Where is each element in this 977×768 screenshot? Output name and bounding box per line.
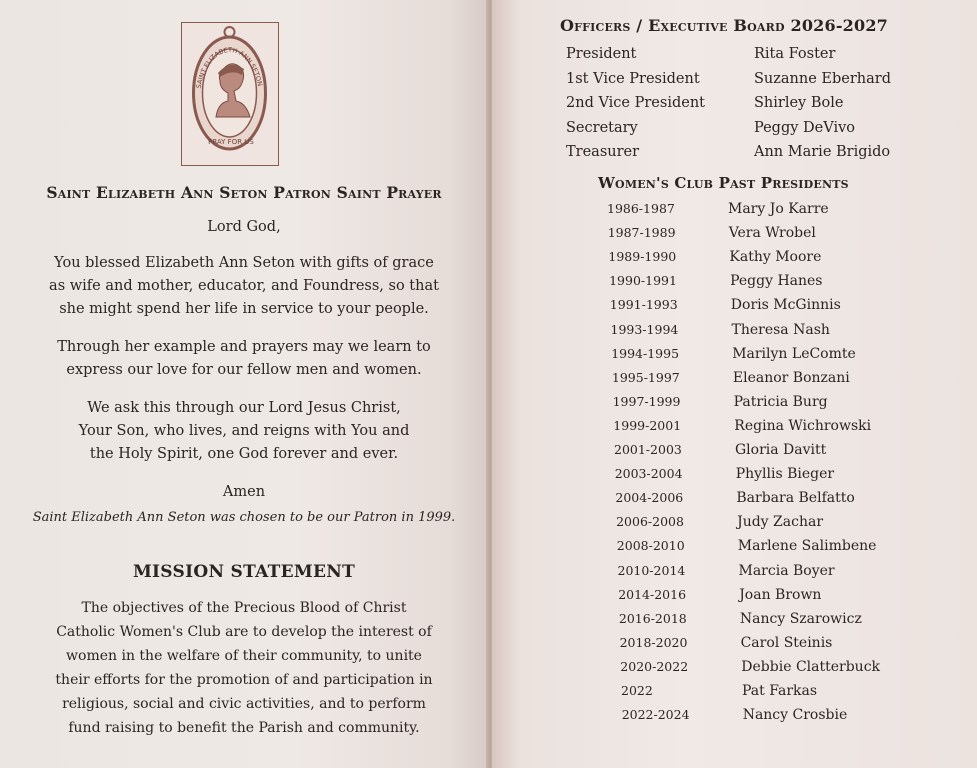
president-name: Eleanor Bonzani xyxy=(732,369,850,386)
prayer-line: You blessed Elizabeth Ann Seton with gifts of grace xyxy=(54,255,434,271)
president-name: Pat Farkas xyxy=(742,683,818,699)
mission-title: MISSION STATEMENT xyxy=(132,562,356,582)
prayer-paragraph-2 xyxy=(0,336,488,382)
officer-name: Suzanne Eberhard xyxy=(754,70,891,87)
president-years: 2018-2020 xyxy=(619,634,688,650)
president-name: Barbara Belfatto xyxy=(736,490,855,507)
president-years: 1997-1999 xyxy=(612,393,681,409)
president-years: 1994-1995 xyxy=(611,345,680,361)
prayer-title: Saint Elizabeth Ann Seton Patron Saint Prayer xyxy=(46,183,442,202)
president-years: 1990-1991 xyxy=(609,273,677,289)
prayer-line: as wife and mother, educator, and Foundress, so that xyxy=(49,278,439,294)
prayer-amen: Amen xyxy=(222,484,266,500)
medal-inscription-bottom: PRAY FOR US xyxy=(208,138,254,146)
president-name: Joan Brown xyxy=(739,586,822,603)
prayer-line: the Holy Spirit, one God forever and ever. xyxy=(89,446,399,462)
president-years: 1991-1993 xyxy=(609,297,678,313)
president-name: Theresa Nash xyxy=(731,321,830,338)
president-years: 2022-2024 xyxy=(621,707,690,723)
medal-inscription-top: SAINT ELIZABETH ANN SETON xyxy=(194,46,264,90)
president-name: Kathy Moore xyxy=(729,249,822,266)
president-years: 2022 xyxy=(621,683,653,698)
officer-name: Rita Foster xyxy=(754,46,836,62)
president-name: Marilyn LeComte xyxy=(732,345,856,362)
prayer-line: Through her example and prayers may we learn to xyxy=(57,339,431,355)
president-years: 2010-2014 xyxy=(617,562,686,578)
president-years: 2001-2003 xyxy=(614,442,682,457)
president-name: Doris McGinnis xyxy=(730,297,841,314)
president-years: 1999-2001 xyxy=(613,417,682,433)
president-years: 2020-2022 xyxy=(620,658,689,674)
prayer-paragraph-1 xyxy=(0,252,488,321)
past-presidents-title: Women's Club Past Presidents xyxy=(598,174,849,192)
president-name: Carol Steinis xyxy=(740,634,833,651)
president-name: Phyllis Bieger xyxy=(735,466,835,483)
officers-title: Officers / Executive Board 2026-2027 xyxy=(560,16,888,35)
president-name: Mary Jo Karre xyxy=(728,201,829,217)
president-name: Regina Wichrowski xyxy=(734,417,872,434)
president-name: Gloria Davitt xyxy=(735,442,827,458)
mission-line: fund raising to benefit the Parish and community. xyxy=(68,720,420,736)
prayer-line: she might spend her life in service to your people. xyxy=(59,301,429,317)
mission-line: their efforts for the promotion of and participation in xyxy=(55,672,433,688)
president-years: 2008-2010 xyxy=(616,538,685,554)
president-years: 1986-1987 xyxy=(607,201,675,216)
president-name: Judy Zachar xyxy=(737,514,824,531)
prayer-line: express our love for our fellow men and women. xyxy=(66,362,422,378)
prayer-paragraph-3 xyxy=(0,397,488,466)
officer-name: Peggy DeVivo xyxy=(754,119,856,136)
president-years: 1987-1989 xyxy=(607,225,676,241)
officer-name: Ann Marie Brigido xyxy=(754,144,891,160)
president-years: 1995-1997 xyxy=(611,369,680,385)
president-name: Peggy Hanes xyxy=(730,273,823,290)
mission-line: women in the welfare of their community, to unite xyxy=(66,648,422,664)
president-name: Vera Wrobel xyxy=(728,225,816,242)
president-name: Marlene Salimbene xyxy=(737,538,877,555)
mission-line: The objectives of the Precious Blood of Christ xyxy=(81,600,407,616)
officer-role: President xyxy=(566,46,637,62)
president-years: 2006-2008 xyxy=(616,514,684,530)
president-years: 2003-2004 xyxy=(614,466,683,482)
patron-note: Saint Elizabeth Ann Seton was chosen to be our Patron in 1999. xyxy=(32,510,456,525)
president-name: Nancy Crosbie xyxy=(742,707,848,724)
president-years: 2004-2006 xyxy=(615,490,684,506)
president-years: 2014-2016 xyxy=(618,586,687,602)
president-name: Marcia Boyer xyxy=(738,562,835,579)
officer-name: Shirley Bole xyxy=(754,95,844,111)
president-years: 1993-1994 xyxy=(610,321,679,337)
officer-role: 2nd Vice President xyxy=(566,95,705,111)
officer-role: Secretary xyxy=(566,119,638,136)
mission-statement xyxy=(0,596,488,740)
officer-role: Treasurer xyxy=(566,144,640,160)
president-years: 1989-1990 xyxy=(608,249,677,265)
prayer-line: We ask this through our Lord Jesus Christ, xyxy=(87,400,401,416)
mission-line: Catholic Women's Club are to develop the interest of xyxy=(56,624,432,640)
prayer-greeting: Lord God, xyxy=(207,219,281,235)
president-name: Patricia Burg xyxy=(733,393,828,410)
president-name: Debbie Clatterbuck xyxy=(741,658,881,675)
prayer-line: Your Son, who lives, and reigns with You and xyxy=(78,423,410,439)
president-years: 2016-2018 xyxy=(618,610,687,626)
mission-line: religious, social and civic activities, and to perform xyxy=(62,696,426,712)
president-name: Nancy Szarowicz xyxy=(739,610,862,627)
officer-role: 1st Vice President xyxy=(566,70,700,87)
